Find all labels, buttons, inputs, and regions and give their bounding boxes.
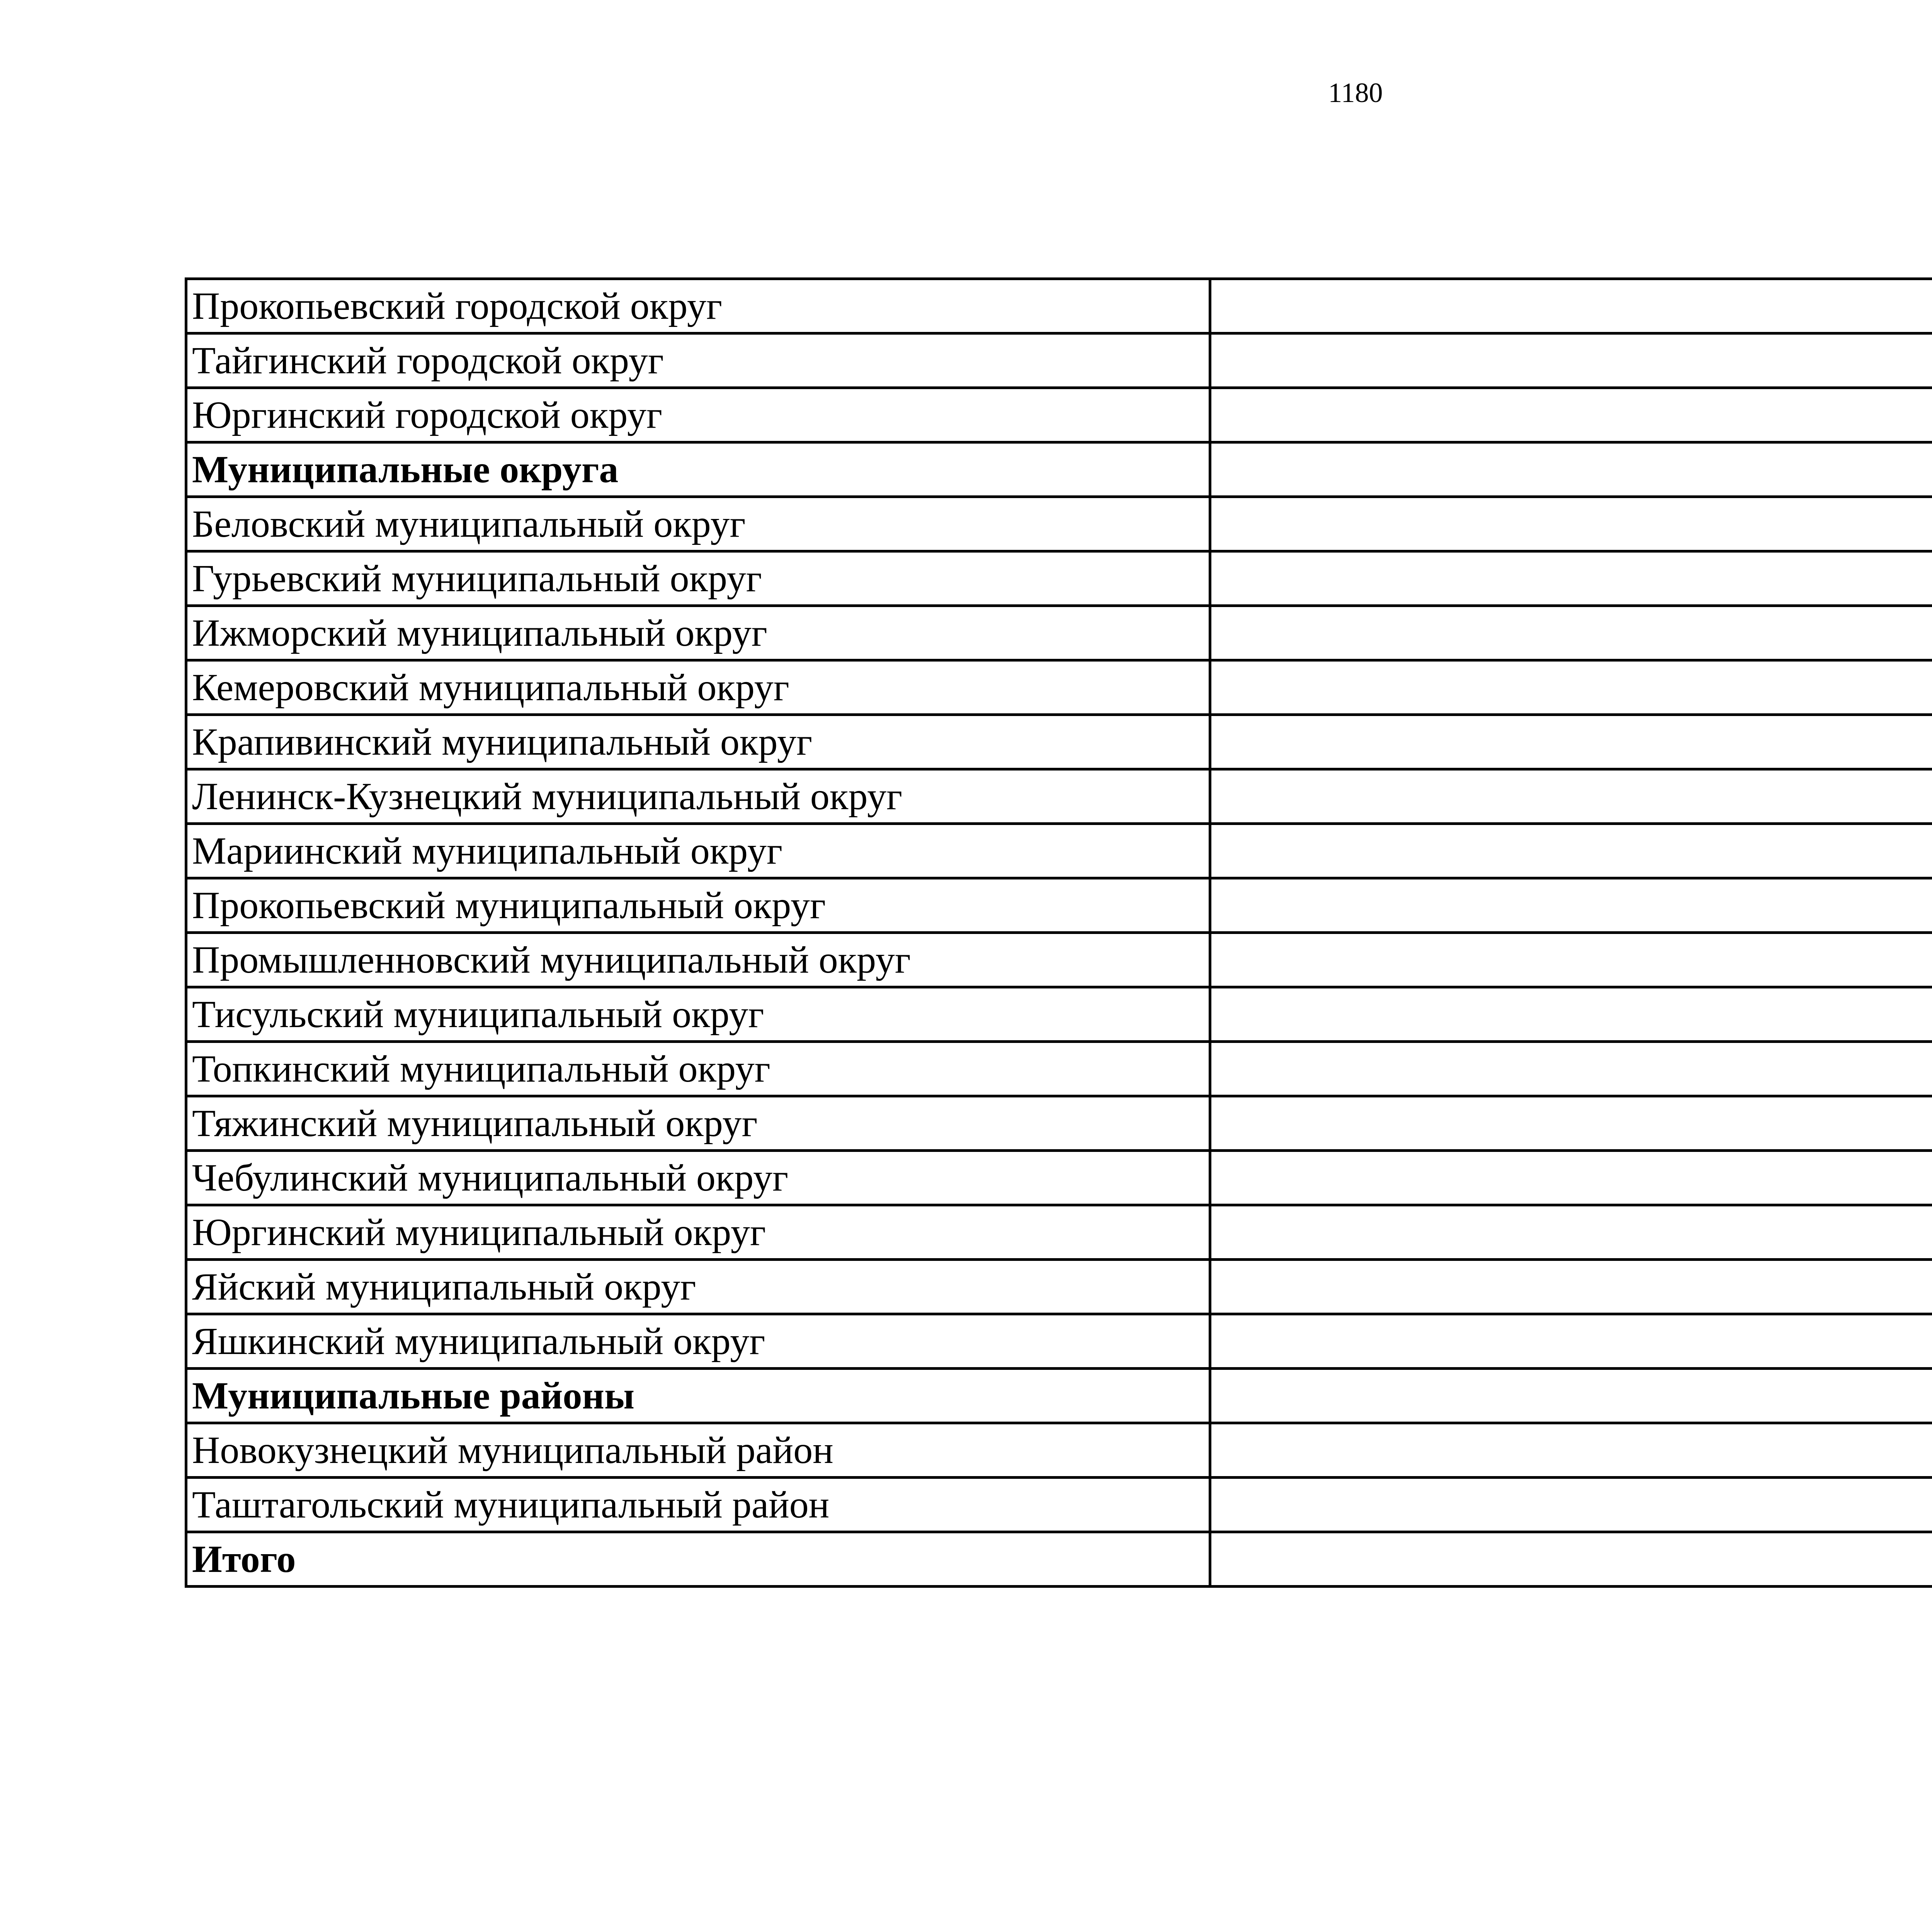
row-name-cell: Таштагольский муниципальный район bbox=[186, 1478, 1210, 1532]
table-row bbox=[186, 1423, 1932, 1478]
row-value-cell bbox=[1210, 1423, 1932, 1478]
table-row bbox=[186, 1151, 1932, 1205]
row-value-cell bbox=[1210, 606, 1932, 660]
table-row bbox=[186, 606, 1932, 660]
row-value-cell bbox=[1210, 715, 1932, 769]
row-name-cell: Прокопьевский муниципальный округ bbox=[186, 878, 1210, 933]
table-summary-row bbox=[186, 1532, 1932, 1587]
row-value-cell bbox=[1210, 388, 1932, 442]
row-name-cell: Прокопьевский городской округ bbox=[186, 279, 1210, 333]
row-value-cell bbox=[1210, 442, 1932, 497]
row-value-cell bbox=[1210, 1151, 1932, 1205]
data-table bbox=[185, 277, 1932, 1588]
row-name-cell: Муниципальные округа bbox=[186, 442, 1210, 497]
row-name-cell: Промышленновский муниципальный округ bbox=[186, 933, 1210, 987]
row-value-cell bbox=[1210, 878, 1932, 933]
table-summary-row bbox=[186, 442, 1932, 497]
table-row bbox=[186, 333, 1932, 388]
table-row bbox=[186, 1260, 1932, 1314]
row-value-cell bbox=[1210, 279, 1932, 333]
row-value-cell bbox=[1210, 333, 1932, 388]
table-row bbox=[186, 1205, 1932, 1260]
row-name-cell: Беловский муниципальный округ bbox=[186, 497, 1210, 551]
row-name-cell: Итого bbox=[186, 1532, 1210, 1587]
row-name-cell: Кемеровский муниципальный округ bbox=[186, 660, 1210, 715]
table-row bbox=[186, 497, 1932, 551]
table-row bbox=[186, 824, 1932, 878]
row-name-cell: Гурьевский муниципальный округ bbox=[186, 551, 1210, 606]
row-value-cell bbox=[1210, 1478, 1932, 1532]
row-name-cell: Чебулинский муниципальный округ bbox=[186, 1151, 1210, 1205]
row-name-cell: Тисульский муниципальный округ bbox=[186, 987, 1210, 1042]
row-value-cell bbox=[1210, 1369, 1932, 1423]
table-row bbox=[186, 1042, 1932, 1096]
row-name-cell: Яшкинский муниципальный округ bbox=[186, 1314, 1210, 1369]
row-name-cell: Крапивинский муниципальный округ bbox=[186, 715, 1210, 769]
table-body bbox=[186, 279, 1932, 1587]
table-row bbox=[186, 715, 1932, 769]
page-number: 1180 bbox=[1328, 77, 1383, 108]
row-name-cell: Юргинский городской округ bbox=[186, 388, 1210, 442]
table-row bbox=[186, 933, 1932, 987]
table-row bbox=[186, 388, 1932, 442]
table-row bbox=[186, 1314, 1932, 1369]
table-row bbox=[186, 769, 1932, 824]
table-row bbox=[186, 878, 1932, 933]
row-name-cell: Мариинский муниципальный округ bbox=[186, 824, 1210, 878]
table-row bbox=[186, 1478, 1932, 1532]
row-name-cell: Ленинск-Кузнецкий муниципальный округ bbox=[186, 769, 1210, 824]
row-value-cell bbox=[1210, 1532, 1932, 1587]
row-value-cell bbox=[1210, 1042, 1932, 1096]
row-value-cell bbox=[1210, 497, 1932, 551]
row-name-cell: Ижморский муниципальный округ bbox=[186, 606, 1210, 660]
row-name-cell: Топкинский муниципальный округ bbox=[186, 1042, 1210, 1096]
row-value-cell bbox=[1210, 824, 1932, 878]
row-name-cell: Новокузнецкий муниципальный район bbox=[186, 1423, 1210, 1478]
row-value-cell bbox=[1210, 1260, 1932, 1314]
row-value-cell bbox=[1210, 1314, 1932, 1369]
row-value-cell bbox=[1210, 933, 1932, 987]
row-value-cell bbox=[1210, 660, 1932, 715]
row-value-cell bbox=[1210, 551, 1932, 606]
table-row bbox=[186, 551, 1932, 606]
table-row bbox=[186, 279, 1932, 333]
row-name-cell: Юргинский муниципальный округ bbox=[186, 1205, 1210, 1260]
row-name-cell: Тайгинский городской округ bbox=[186, 333, 1210, 388]
table-row bbox=[186, 1096, 1932, 1151]
row-value-cell bbox=[1210, 1205, 1932, 1260]
table-summary-row bbox=[186, 1369, 1932, 1423]
row-value-cell bbox=[1210, 769, 1932, 824]
row-name-cell: Яйский муниципальный округ bbox=[186, 1260, 1210, 1314]
row-name-cell: Тяжинский муниципальный округ bbox=[186, 1096, 1210, 1151]
row-value-cell bbox=[1210, 1096, 1932, 1151]
table-row bbox=[186, 987, 1932, 1042]
row-value-cell bbox=[1210, 987, 1932, 1042]
row-name-cell: Муниципальные районы bbox=[186, 1369, 1210, 1423]
table-row bbox=[186, 660, 1932, 715]
